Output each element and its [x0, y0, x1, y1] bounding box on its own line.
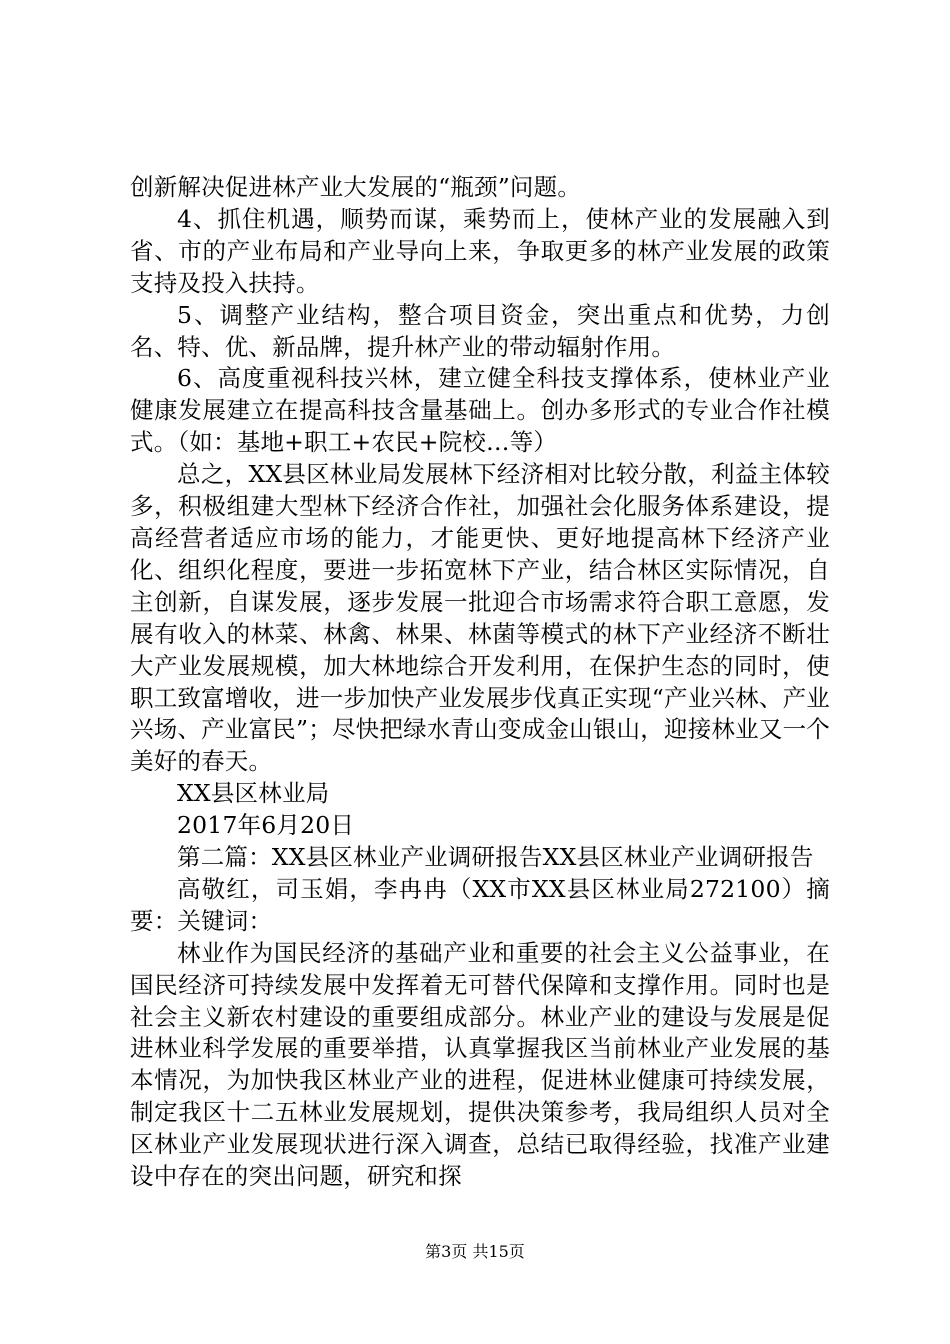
signature-organization: XX县区林业局	[177, 779, 330, 808]
signature-date: 2017年6月20日	[177, 811, 355, 840]
document-body	[130, 172, 830, 1193]
authors-line: 高敬红，司玉娟，李冉冉（XX市XX县区林业局272100）摘要：关键词：	[130, 874, 830, 935]
paragraph: 创新解决促进林产业大发展的“瓶颈”问题。	[130, 173, 582, 201]
section-heading: 第二篇：XX县区林业产业调研报告XX县区林业产业调研报告	[177, 843, 814, 872]
page-number-footer: 第3页 共15页	[425, 1242, 525, 1261]
paragraph: 4、抓住机遇，顺势而谋，乘势而上，使林产业的发展融入到省、市的产业布局和产业导向上来，争取更多的林产业发展的政策支持及投入扶持。	[130, 204, 830, 297]
paragraph: 总之，XX县区林业局发展林下经济相对比较分散，利益主体较多，积极组建大型林下经济合作社，加强社会化服务体系建设，提高经营者适应市场的能力，才能更快、更好地提高林下经济产业化、组织化程度，要进一步拓宽林下产业，结合林区实际情况，自主创新，自谋发展，逐步发展一批迎合市场需求符合职工意愿，发展有收入的林菜、林禽、林果、林菌等模式的林下产业经济不断壮大产业发展规模，加大林地综合开发利用，在保护生态的同时，使职工致富增收，进一步加快产业发展步伐真正实现“产业兴林、产业兴场、产业富民”；尽快把绿水青山变成金山银山，迎接林业又一个美好的春天。	[130, 460, 830, 776]
paragraph: 6、高度重视科技兴林，建立健全科技支撑体系，使林业产业健康发展建立在提高科技含量基础上。创办多形式的专业合作社模式。（如：基地+职工+农民+院校…等）	[130, 364, 830, 457]
paragraph: 5、调整产业结构，整合项目资金，突出重点和优势，力创名、特、优、新品牌，提升林产业的带动辐射作用。	[130, 300, 830, 361]
paragraph: 林业作为国民经济的基础产业和重要的社会主义公益事业，在国民经济可持续发展中发挥着无可替代保障和支撑作用。同时也是社会主义新农村建设的重要组成部分。林业产业的建设与发展是促进林业科学发展的重要举措，认真掌握我区当前林业产业发展的基本情况，为加快我区林业产业的进程，促进林业健康可持续发展，制定我区十二五林业发展规划，提供决策参考，我局组织人员对全区林业产业发展现状进行深入调查，总结已取得经验，找准产业建设中存在的突出问题，研究和探	[130, 938, 830, 1191]
